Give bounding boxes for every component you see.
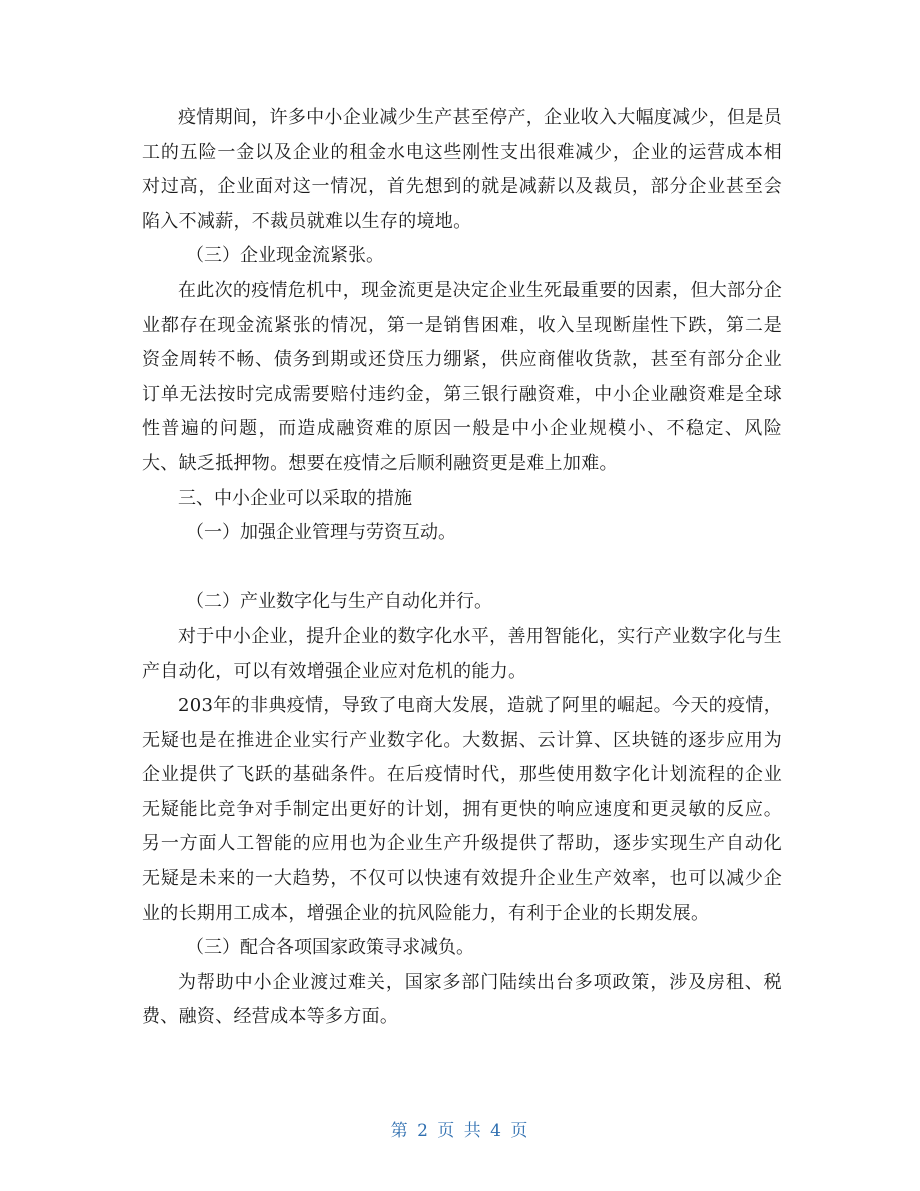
paragraph-cash-flow: 在此次的疫情危机中，现金流更是决定企业生死最重要的因素，但大部分企业都存在现金流紧张的情况，第一是销售困难，收入呈现断崖性下跌，第二是资金周转不畅、债务到期或还贷压力绷紧，供应商催收货款，甚至有部分企业订单无法按时完成需要赔付违约金，第三银行融资难，中小企业融资难是全球性普遍的问题，而造成融资难的原因一般是中小企业规模小、不稳定、风险大、缺乏抵押物。想要在疫情之后顺利融资更是难上加难。 — [142, 279, 782, 474]
paragraph-policy: 为帮助中小企业渡过难关，国家多部门陆续出台多项政策，涉及房租、税费、融资、经营成本等多方面。 — [142, 971, 782, 1028]
paragraph-impact-costs: 疫情期间，许多中小企业减少生产甚至停产，企业收入大幅度减少，但是员工的五险一金以及企业的租金水电这些刚性支出很难减少，企业的运营成本相对过高，企业面对这一情况，首先想到的就是减薪以及裁员，部分企业甚至会陷入不减薪，不裁员就难以生存的境地。 — [142, 107, 782, 232]
subheading-management: （一）加强企业管理与劳资互动。 — [186, 522, 456, 544]
blank-line — [142, 551, 782, 586]
subheading-digitalization: （二）产业数字化与生产自动化并行。 — [186, 591, 492, 613]
subheading-cash-flow: （三）企业现金流紧张。 — [186, 245, 384, 267]
subheading-policy: （三）配合各项国家政策寻求减负。 — [186, 937, 474, 959]
paragraph-digitalization-detail: 203年的非典疫情，导致了电商大发展，造就了阿里的崛起。今天的疫情，无疑也是在推进企业实行产业数字化。大数据、云计算、区块链的逐步应用为企业提供了飞跃的基础条件。在后疫情时代，那些使用数字化计划流程的企业无疑能比竞争对手制定出更好的计划，拥有更快的响应速度和更灵敏的反应。另一方面人工智能的应用也为企业生产升级提供了帮助，逐步实现生产自动化无疑是未来的一大趋势，不仅可以快速有效提升企业生产效率，也可以减少企业的长期用工成本，增强企业的抗风险能力，有利于企业的长期发展。 — [142, 695, 782, 924]
page-number-footer: 第 2 页 共 4 页 — [390, 1121, 530, 1141]
document-body — [142, 101, 782, 1035]
section-heading-measures: 三、中小企业可以采取的措施 — [178, 487, 412, 509]
paragraph-digitalization-intro: 对于中小企业，提升企业的数字化水平，善用智能化，实行产业数字化与生产自动化，可以有效增强企业应对危机的能力。 — [142, 625, 782, 682]
